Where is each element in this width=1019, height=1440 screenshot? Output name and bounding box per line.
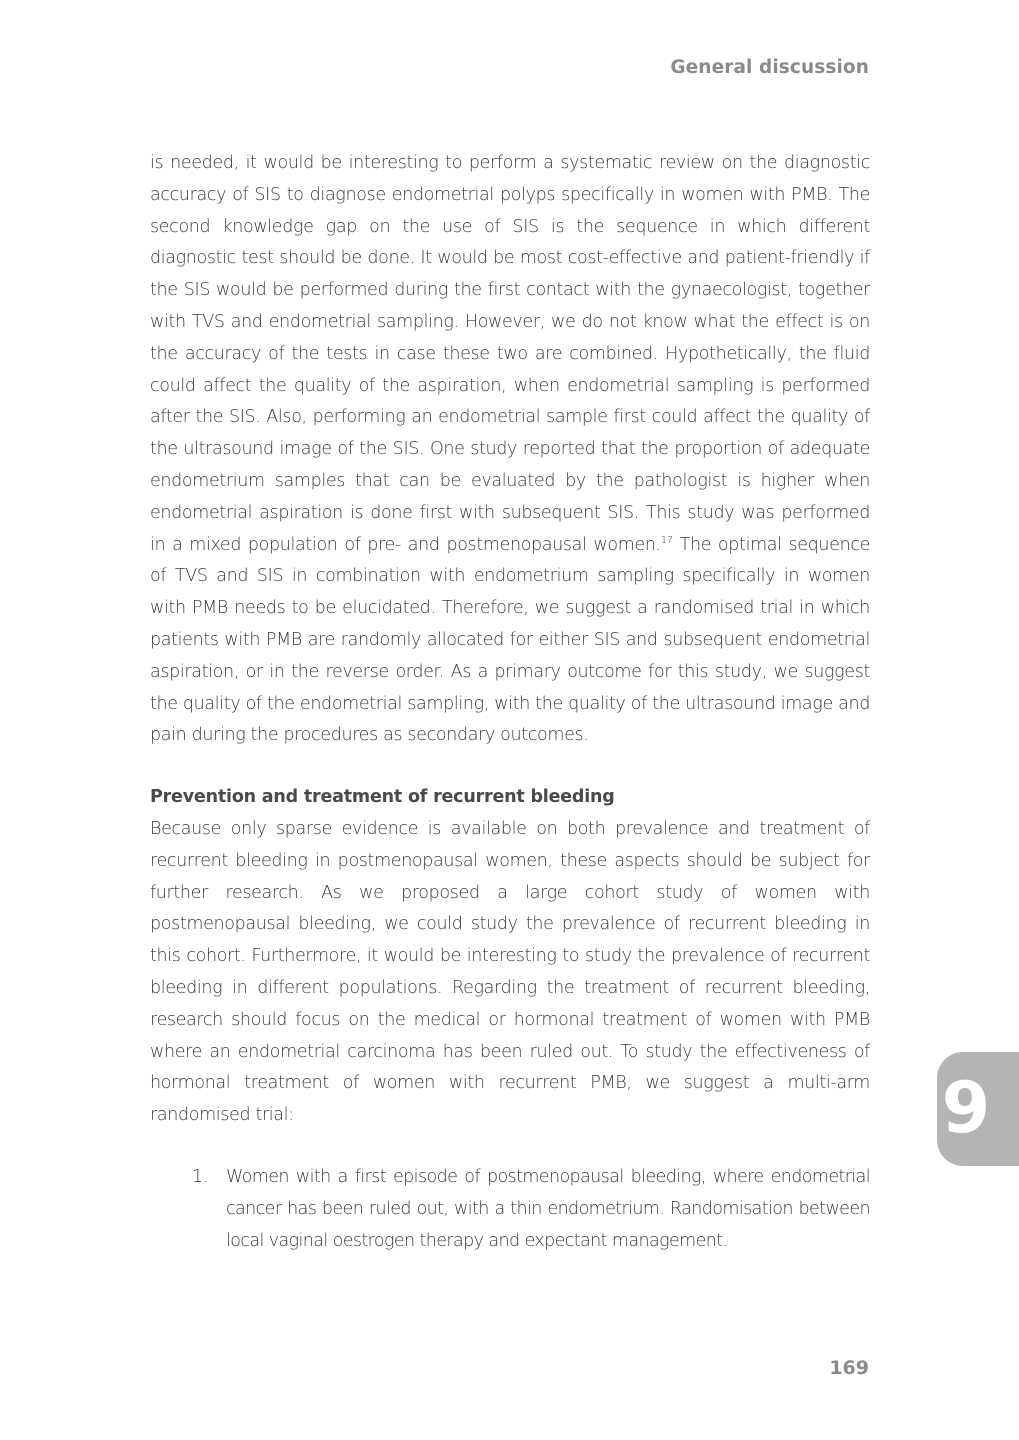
reference-superscript[interactable]: 17 [660, 534, 673, 546]
trial-arm-list [150, 1162, 870, 1257]
body-text-column [150, 148, 870, 1257]
paragraph-text-before-reference: is needed, it would be interesting to perform a systematic review on the diagnostic accuracy of SIS to diagnose endometrial polyps specifically in women with PMB. The second knowledge gap on the use of SIS is the sequence in which different diagnostic test should be done. It would be most cost-effective and patient-friendly if the SIS would be performed during the first contact with the gynaecologist, together with TVS and endometrial sampling. However, we do not know what the effect is on the accuracy of the tests in case these two are combined. Hypothetically, the fluid could affect the quality of the aspiration, when endometrial sampling is performed after the SIS. Also, performing an endometrial sample first could affect the quality of the ultrasound image of the SIS. One study reported that the proportion of adequate endometrium samples that can be evaluated by the pathologist is higher when endometrial aspiration is done first with subsequent SIS. This study was performed in a mixed population of pre- and postmenopausal women. [150, 153, 870, 555]
section-heading-recurrent-bleeding: Prevention and treatment of recurrent bleeding [150, 787, 615, 808]
running-header: General discussion [670, 57, 869, 78]
paragraph-text-after-reference: The optimal sequence of TVS and SIS in combination with endometrium sampling specifically in women with PMB needs to be elucidated. Therefore, we suggest a randomised trial in which patients with PMB are randomly allocated for either SIS and subsequent endometrial aspiration, or in the reverse order. As a primary outcome for this study, we suggest the quality of the endometrial sampling, with the quality of the ultrasound image and pain during the procedures as secondary outcomes. [150, 534, 871, 746]
page-number: 169 [829, 1357, 869, 1379]
list-item-text: Women with a first episode of postmenopausal bleeding, where endometrial cancer has been ruled out, with a thin endometrium. Randomisation between local vaginal oestrogen therapy and expectant management. [226, 1166, 870, 1251]
list-item [150, 1162, 870, 1257]
chapter-number: 9 [941, 1067, 991, 1149]
chapter-tab [937, 1052, 1019, 1166]
recurrent-bleeding-paragraph: Because only sparse evidence is available on both prevalence and treatment of recurrent bleeding in postmenopausal women, these aspects should be subject for further research. As we proposed a large cohort study of women with postmenopausal bleeding, we could study the prevalence of recurrent bleeding in this cohort. Furthermore, it would be interesting to study the prevalence of recurrent bleeding in different populations. Regarding the treatment of recurrent bleeding, research should focus on the medical or hormonal treatment of women with PMB where an endometrial carcinoma has been ruled out. To study the effectiveness of hormonal treatment of women with recurrent PMB, we suggest a multi-arm randomised trial: [150, 818, 870, 1126]
list-item-number: 1. [192, 1166, 209, 1187]
continuation-paragraph [150, 148, 870, 752]
